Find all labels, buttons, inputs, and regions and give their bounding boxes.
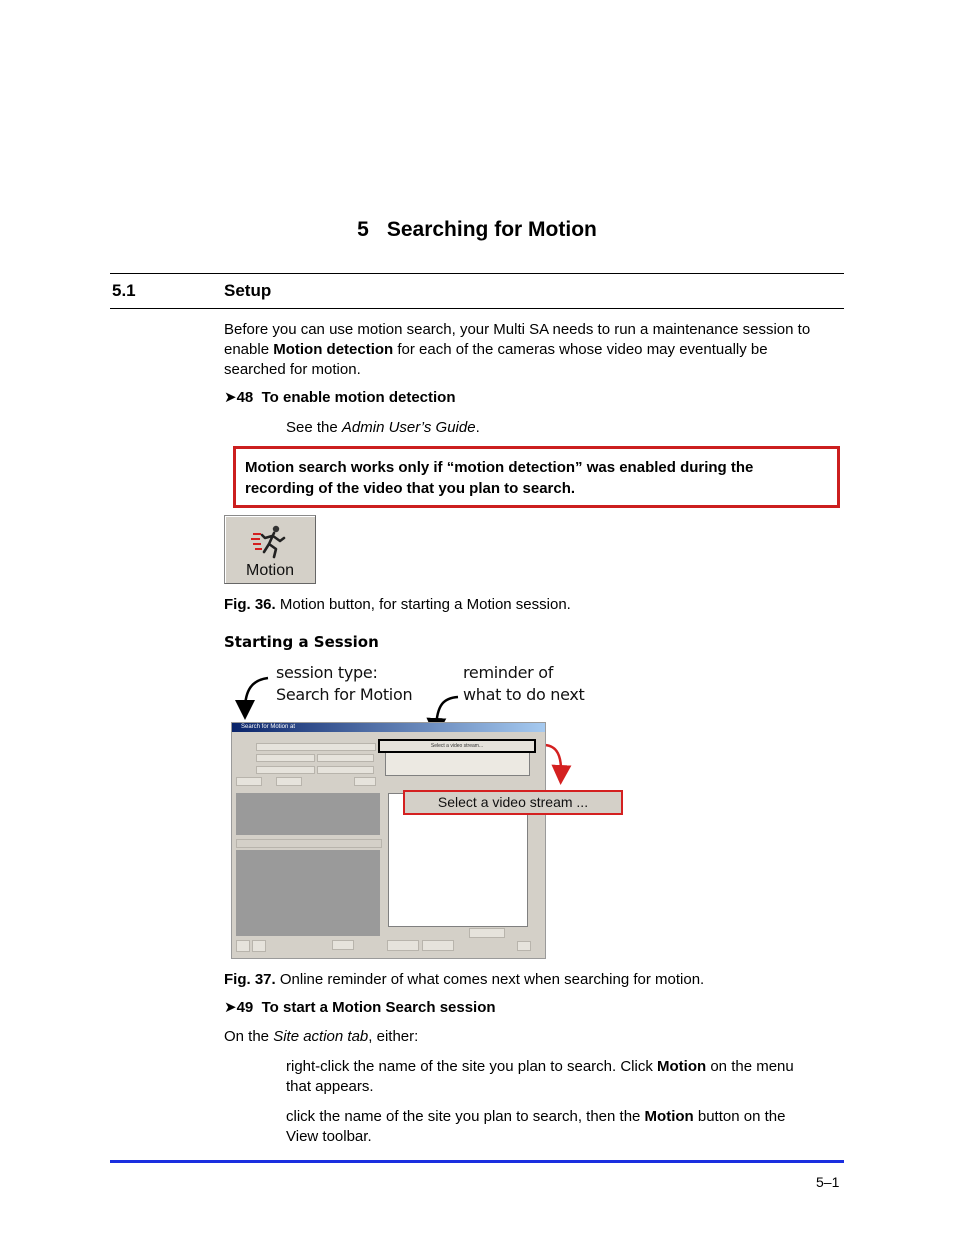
- see-admin-guide: [286, 418, 480, 438]
- procedure-48-title: To enable motion detection: [261, 389, 456, 406]
- reminder-line-1: reminder of: [463, 663, 554, 682]
- fig-37-text: Online reminder of what comes next when searching for motion.: [275, 971, 705, 988]
- fig-36-label: Fig. 36.: [224, 596, 276, 613]
- section-number: 5.1: [112, 281, 136, 300]
- page-number: 5–1: [816, 1174, 840, 1190]
- site-action-pre: On the: [224, 1028, 274, 1045]
- motion-button[interactable]: [224, 515, 316, 584]
- video-pane-top: [236, 793, 380, 835]
- start-field[interactable]: [256, 754, 315, 762]
- chapter-number: 5: [357, 218, 369, 241]
- mini-button-5[interactable]: [252, 940, 266, 952]
- bullet-item-2: [286, 1107, 838, 1147]
- procedure-48-heading: [224, 388, 456, 406]
- bullet-1-post: on the menu: [706, 1058, 794, 1075]
- admin-guide-title: Admin User’s Guide: [341, 419, 476, 436]
- mini-button-9[interactable]: [469, 928, 505, 938]
- session-type-line-1: session type:: [276, 663, 378, 682]
- stream-field[interactable]: [256, 743, 376, 751]
- end-field[interactable]: [256, 766, 315, 774]
- footer-rule: [110, 1160, 844, 1163]
- mini-button-7[interactable]: [387, 940, 419, 951]
- mini-button-10[interactable]: [517, 941, 531, 951]
- intro-paragraph: [224, 320, 844, 380]
- intro-line-2-pre: enable: [224, 341, 274, 358]
- session-type-arrow: [245, 678, 268, 710]
- mini-button-1[interactable]: [236, 777, 262, 786]
- bullet-1-motion-term: Motion: [657, 1058, 707, 1075]
- note-line-2: recording of the video that you plan to search.: [245, 480, 576, 497]
- end-time-field[interactable]: [317, 766, 374, 774]
- session-type-line-2: Search for Motion: [276, 685, 413, 704]
- bullet-2-line-1: [286, 1107, 838, 1127]
- window-title: Search for Motion at: [241, 724, 296, 730]
- running-man-motion-icon: [250, 522, 290, 562]
- procedure-48-marker: ➤48: [224, 389, 254, 406]
- motion-button-label: Motion: [245, 562, 295, 579]
- fig-36-caption: [224, 596, 571, 613]
- intro-line-3: searched for motion.: [224, 361, 361, 378]
- site-action-intro: [224, 1027, 418, 1047]
- mini-button-4[interactable]: [236, 940, 250, 952]
- section-rule-bottom: [110, 308, 844, 309]
- motion-detection-term: Motion detection: [273, 341, 394, 358]
- mini-button-8[interactable]: [422, 940, 454, 951]
- intro-line-1: Before you can use motion search, your Multi SA needs to run a maintenance session to: [224, 321, 811, 338]
- see-admin-pre: See the: [286, 419, 342, 436]
- fig-36-text: Motion button, for starting a Motion session.: [275, 596, 571, 613]
- bullet-2-line-2: View toolbar.: [286, 1128, 372, 1145]
- bullet-1-pre: right-click the name of the site you plan to search. Click: [286, 1058, 658, 1075]
- procedure-49-marker: ➤49: [224, 999, 254, 1016]
- section-rule-top: [110, 273, 844, 274]
- fig-37-label: Fig. 37.: [224, 971, 276, 988]
- section-title: Setup: [224, 281, 272, 300]
- bullet-2-pre: click the name of the site you plan to search, then the: [286, 1108, 645, 1125]
- mini-button-2[interactable]: [276, 777, 302, 786]
- reminder-large-callout: [403, 790, 623, 815]
- playback-controls[interactable]: [236, 839, 382, 848]
- procedure-49-heading: [224, 998, 496, 1016]
- reminder-line-2: what to do next: [463, 685, 585, 704]
- bullet-item-1: [286, 1057, 838, 1097]
- intro-line-2: [224, 340, 844, 360]
- reminder-small-highlight: [378, 739, 536, 753]
- site-action-post: , either:: [368, 1028, 419, 1045]
- chapter-title-text: Searching for Motion: [386, 218, 597, 241]
- bullet-2-post: button on the: [693, 1108, 786, 1125]
- bullet-2-motion-term: Motion: [644, 1108, 694, 1125]
- mini-button-6[interactable]: [332, 940, 354, 950]
- search-for-motion-window: [231, 722, 546, 959]
- bullet-1-line-1: [286, 1057, 838, 1077]
- intro-line-2-post: for each of the cameras whose video may eventually be: [393, 341, 768, 358]
- chapter-title: [0, 218, 954, 242]
- see-admin-post: .: [475, 419, 480, 436]
- bullet-1-line-2: that appears.: [286, 1078, 374, 1095]
- note-line-1: Motion search works only if “motion detection” was enabled during the: [245, 459, 754, 476]
- start-time-field[interactable]: [317, 754, 374, 762]
- starting-session-heading: Starting a Session: [224, 633, 379, 651]
- procedure-49-title: To start a Motion Search session: [261, 999, 496, 1016]
- mini-button-3[interactable]: [354, 777, 376, 786]
- reminder-large-text: Select a video stream ...: [437, 794, 589, 810]
- reminder-small-text: Select a video stream...: [430, 743, 484, 749]
- video-pane-bottom: [236, 850, 380, 936]
- fig-37-caption: [224, 971, 704, 988]
- site-action-tab-term: Site action tab: [273, 1028, 369, 1045]
- reminder-panel: [385, 752, 530, 776]
- note-box: [233, 446, 840, 508]
